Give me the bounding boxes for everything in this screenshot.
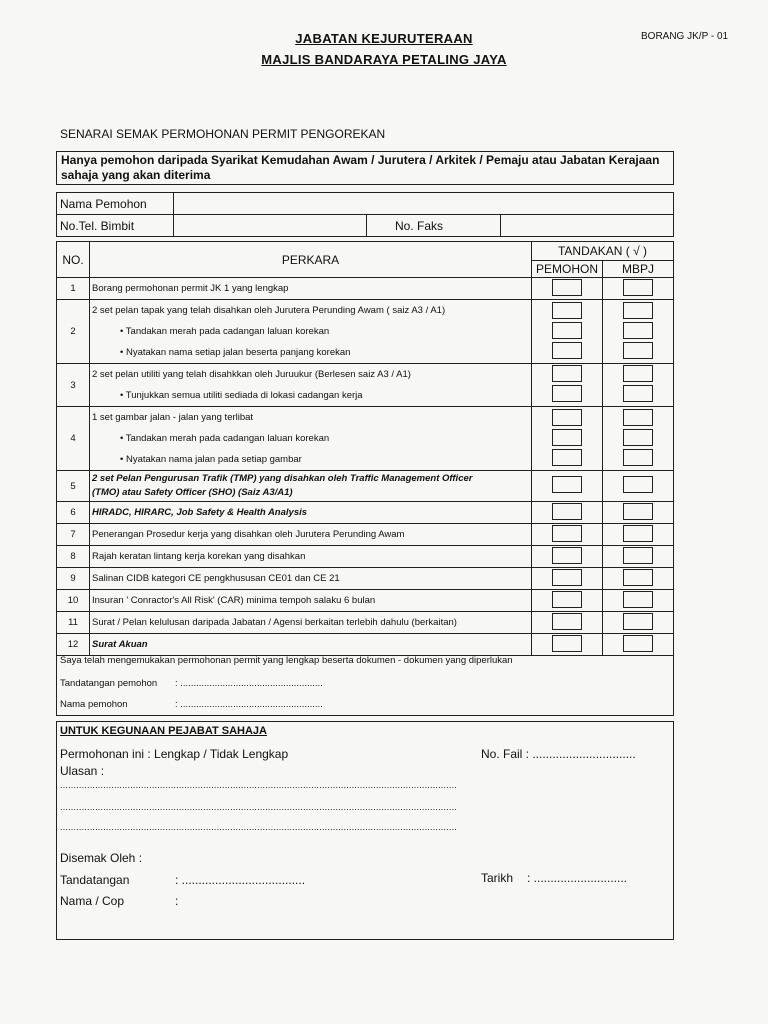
table-row <box>57 612 674 634</box>
row-item-text: Surat Akuan <box>92 639 148 650</box>
row-number: 3 <box>57 364 90 407</box>
applicant-name-field[interactable] <box>174 193 674 215</box>
table-row <box>57 364 674 407</box>
applicant-name-label-2: Nama pemohon <box>60 699 128 710</box>
checked-by-label: Disemak Oleh : <box>60 851 143 865</box>
row-number: 4 <box>57 407 90 471</box>
declaration-section <box>56 652 674 716</box>
mobile-phone-field[interactable] <box>174 215 367 237</box>
applicant-checkbox[interactable] <box>552 525 582 542</box>
row-item-text: Insuran ' Conractor's All Risk' (CAR) minima tempoh salaku 6 bulan <box>92 595 376 606</box>
row-number: 1 <box>57 278 90 300</box>
row-item-text: 2 set Pelan Pengurusan Trafik (TMP) yang disahkan oleh Traffic Management Officer <box>92 473 473 484</box>
applicant-name-field-2[interactable]: : ...................................................... <box>175 699 323 710</box>
mbpj-checkbox[interactable] <box>623 385 653 402</box>
applicant-checkbox[interactable] <box>552 342 582 359</box>
form-code: BORANG JK/P - 01 <box>641 31 729 42</box>
row-item-bullet: • Tandakan merah pada cadangan laluan korekan <box>120 433 330 444</box>
office-use-title: UNTUK KEGUNAAN PEJABAT SAHAJA <box>60 725 267 737</box>
row-item-bullet: • Tandakan merah pada cadangan laluan korekan <box>120 326 330 337</box>
row-number: 7 <box>57 524 90 546</box>
applicant-signature-field[interactable]: : ...................................................... <box>175 678 323 689</box>
applicant-checkbox[interactable] <box>552 365 582 382</box>
mbpj-checkbox[interactable] <box>623 476 653 493</box>
remarks-line[interactable]: ................................................................................................................................................... <box>60 802 457 812</box>
row-item-text: Penerangan Prosedur kerja yang disahkan oleh Jurutera Perunding Awam <box>92 529 405 540</box>
application-status[interactable]: Permohonan ini : Lengkap / Tidak Lengkap <box>60 747 289 761</box>
remarks-label: Ulasan : <box>60 764 105 778</box>
department-title: JABATAN KEJURUTERAAN <box>295 31 473 46</box>
officer-signature-field[interactable]: : ..................................... <box>175 873 306 887</box>
applicant-checkbox[interactable] <box>552 302 582 319</box>
row-item-text: Borang permohonan permit JK 1 yang lengkap <box>92 283 289 294</box>
applicant-checkbox[interactable] <box>552 385 582 402</box>
row-item-text: (TMO) atau Safety Officer (SHO) (Saiz A3/A1) <box>92 487 293 498</box>
applicant-checkbox[interactable] <box>552 503 582 520</box>
applicant-checkbox[interactable] <box>552 591 582 608</box>
office-use-section <box>56 721 674 940</box>
officer-name-stamp-field[interactable]: : <box>175 894 179 908</box>
col-no-header: NO. <box>57 242 90 278</box>
applicant-checkbox[interactable] <box>552 279 582 296</box>
row-number: 10 <box>57 590 90 612</box>
applicant-checkbox[interactable] <box>552 449 582 466</box>
row-item-text: Rajah keratan lintang kerja korekan yang disahkan <box>92 551 306 562</box>
remarks-line[interactable]: ................................................................................................................................................... <box>60 780 457 790</box>
date-label: Tarikh <box>481 871 514 885</box>
row-item-text: HIRADC, HIRARC, Job Safety & Health Analysis <box>92 507 308 518</box>
row-item-bullet: • Nyatakan nama setiap jalan beserta panjang korekan <box>120 347 351 358</box>
council-title: MAJLIS BANDARAYA PETALING JAYA <box>261 52 507 67</box>
mbpj-checkbox[interactable] <box>623 569 653 586</box>
date-field[interactable]: : ............................ <box>527 871 628 885</box>
applicant-checkbox[interactable] <box>552 476 582 493</box>
table-row <box>57 407 674 471</box>
mbpj-checkbox[interactable] <box>623 302 653 319</box>
row-item-text: 2 set pelan utiliti yang telah disahkkan oleh Juruukur (Berlesen saiz A3 / A1) <box>92 369 411 380</box>
applicant-signature-label: Tandatangan pemohon <box>60 678 158 689</box>
col-applicant-header: PEMOHON <box>532 261 603 278</box>
table-row <box>57 568 674 590</box>
row-number: 12 <box>57 634 90 656</box>
table-row <box>57 278 674 300</box>
mbpj-checkbox[interactable] <box>623 409 653 426</box>
row-number: 2 <box>57 300 90 364</box>
mbpj-checkbox[interactable] <box>623 365 653 382</box>
applicant-checkbox[interactable] <box>552 322 582 339</box>
applicant-checkbox[interactable] <box>552 635 582 652</box>
applicant-name-label: Nama Pemohon <box>57 193 174 215</box>
table-row <box>57 502 674 524</box>
officer-name-stamp-label: Nama / Cop <box>60 894 125 908</box>
row-item-text: Salinan CIDB kategori CE pengkhususan CE01 dan CE 21 <box>92 573 340 584</box>
applicant-info-table <box>56 192 674 237</box>
row-number: 8 <box>57 546 90 568</box>
row-number: 11 <box>57 612 90 634</box>
table-row <box>57 546 674 568</box>
mbpj-checkbox[interactable] <box>623 322 653 339</box>
applicant-checkbox[interactable] <box>552 569 582 586</box>
fax-field[interactable] <box>501 215 674 237</box>
col-item-header: PERKARA <box>90 242 532 278</box>
table-row <box>57 471 674 502</box>
row-number: 9 <box>57 568 90 590</box>
mbpj-checkbox[interactable] <box>623 449 653 466</box>
row-item-text: 2 set pelan tapak yang telah disahkan oleh Jurutera Perunding Awam ( saiz A3 / A1) <box>92 305 446 316</box>
row-item-text: Surat / Pelan kelulusan daripada Jabatan / Agensi berkaitan terlebih dahulu (berkaitan) <box>92 617 457 628</box>
row-item-bullet: • Tunjukkan semua utiliti sediada di lokasi cadangan kerja <box>120 390 363 401</box>
row-item-bullet: • Nyatakan nama jalan pada setiap gambar <box>120 454 302 465</box>
form-subtitle: SENARAI SEMAK PERMOHONAN PERMIT PENGOREKAN <box>60 127 386 141</box>
applicant-checkbox[interactable] <box>552 429 582 446</box>
col-mbpj-header: MBPJ <box>603 261 674 278</box>
file-number-field[interactable]: No. Fail : ............................... <box>481 747 636 761</box>
applicant-checkbox[interactable] <box>552 613 582 630</box>
table-row <box>57 590 674 612</box>
remarks-line[interactable]: ................................................................................................................................................... <box>60 822 457 832</box>
mbpj-checkbox[interactable] <box>623 279 653 296</box>
fax-label: No. Faks <box>367 215 501 237</box>
mbpj-checkbox[interactable] <box>623 342 653 359</box>
mbpj-checkbox[interactable] <box>623 635 653 652</box>
table-row <box>57 300 674 364</box>
mbpj-checkbox[interactable] <box>623 503 653 520</box>
declaration-statement: Saya telah mengemukakan permohonan permit yang lengkap beserta dokumen - dokumen yang diperlukan <box>60 655 513 666</box>
officer-signature-label: Tandatangan <box>60 873 130 887</box>
table-row <box>57 524 674 546</box>
eligibility-notice: Hanya pemohon daripada Syarikat Kemudahan Awam / Jurutera / Arkitek / Pemaju atau Jabatan Kerajaan sahaja yang akan diterima <box>56 151 674 185</box>
row-item-text: 1 set gambar jalan - jalan yang terlibat <box>92 412 254 423</box>
mbpj-checkbox[interactable] <box>623 591 653 608</box>
mbpj-checkbox[interactable] <box>623 525 653 542</box>
row-number: 5 <box>57 471 90 502</box>
mobile-phone-label: No.Tel. Bimbit <box>57 215 174 237</box>
row-number: 6 <box>57 502 90 524</box>
mbpj-checkbox[interactable] <box>623 613 653 630</box>
checklist-table <box>56 241 674 656</box>
applicant-checkbox[interactable] <box>552 409 582 426</box>
mbpj-checkbox[interactable] <box>623 547 653 564</box>
col-mark-header: TANDAKAN ( √ ) <box>532 242 674 261</box>
applicant-checkbox[interactable] <box>552 547 582 564</box>
mbpj-checkbox[interactable] <box>623 429 653 446</box>
